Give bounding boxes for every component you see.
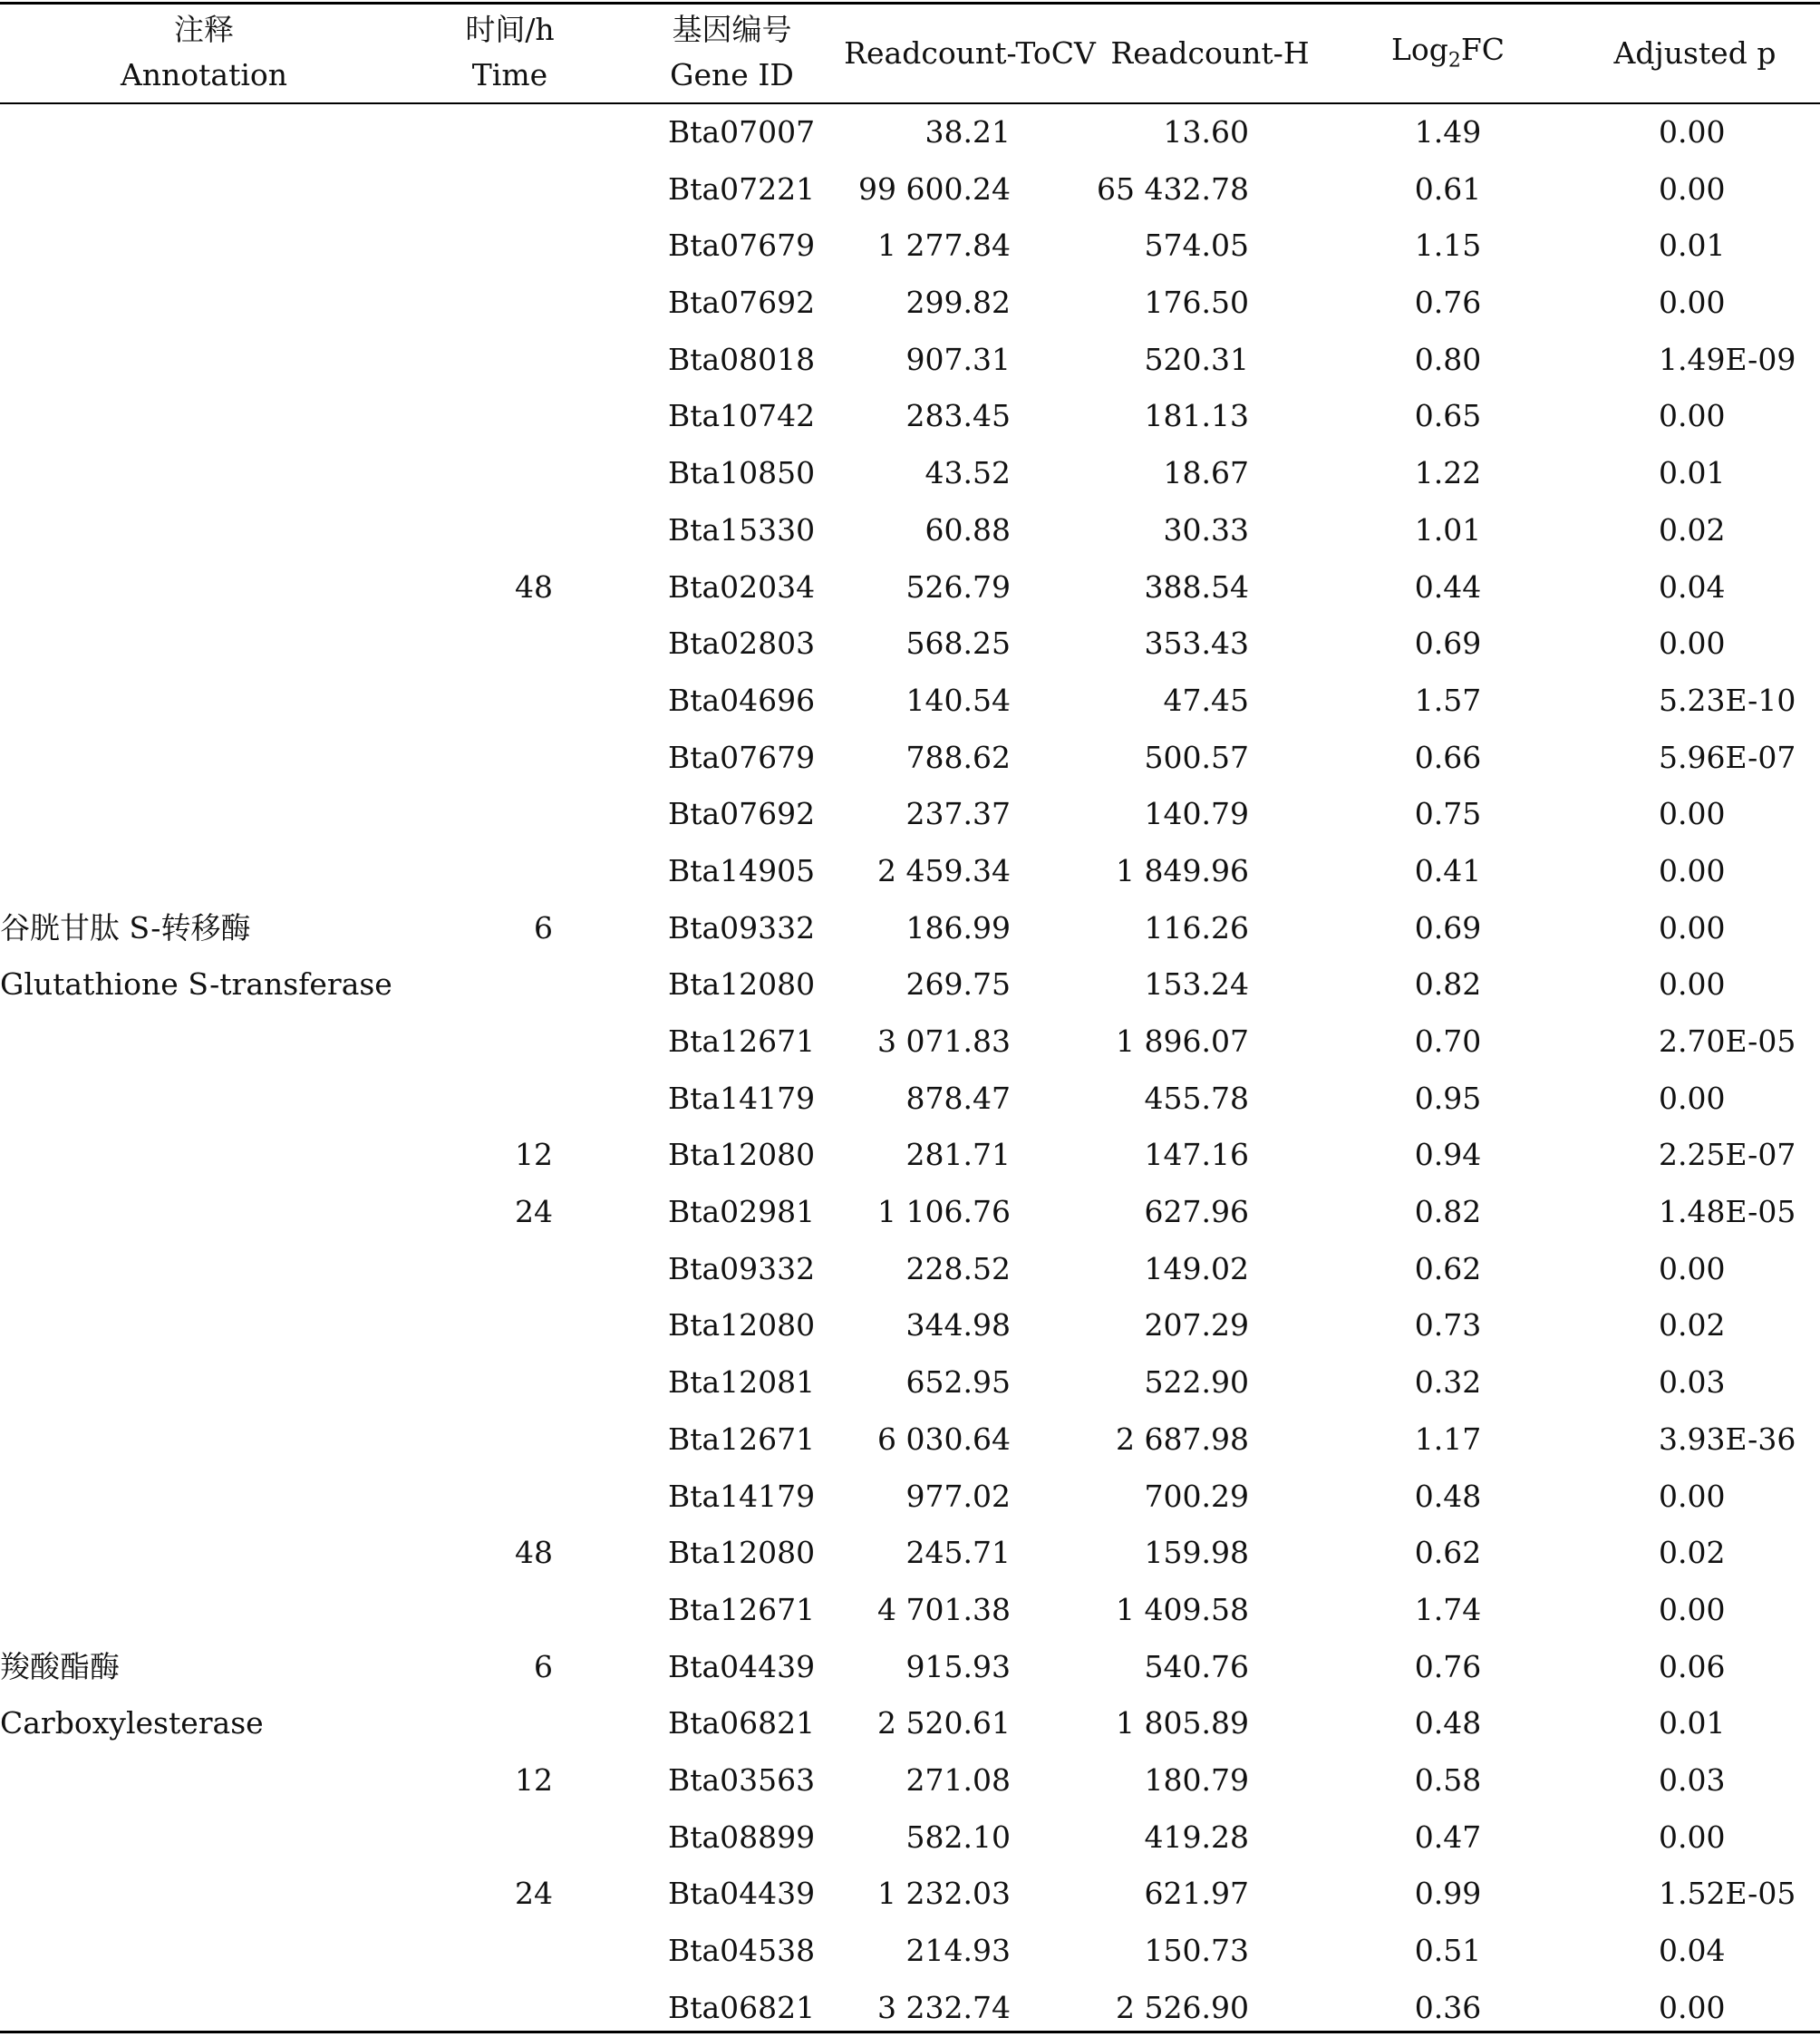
log2fc-cell: 0.51 [1414,1933,1482,1968]
table-row [0,900,1820,957]
gene-id-cell: Bta06821 [668,1989,816,2025]
table-row [0,956,1820,1014]
adjusted-p-cell: 1.48E-05 [1659,1194,1796,1230]
gene-id-cell: Bta12671 [668,1421,816,1457]
annotation-cell [0,161,435,218]
header-annotation-en: Annotation [120,57,288,92]
readcount-tocv-cell: 6 030.64 [877,1421,1011,1457]
readcount-h-cell: 147.16 [1144,1137,1249,1173]
readcount-h-cell: 419.28 [1144,1819,1249,1855]
readcount-h-cell: 153.24 [1144,966,1249,1003]
time-cell [426,1071,553,1128]
readcount-tocv-cell: 788.62 [905,739,1011,775]
log2fc-cell: 0.82 [1414,1194,1482,1230]
annotation-cell [0,1866,435,1923]
adjusted-p-cell: 1.52E-05 [1659,1876,1796,1912]
annotation-cell: Carboxylesterase [0,1705,264,1741]
readcount-h-cell: 47.45 [1163,682,1249,718]
readcount-h-cell: 2 687.98 [1116,1421,1249,1457]
time-cell [426,1469,553,1526]
annotation-cell [0,1525,435,1582]
readcount-tocv-cell: 2 459.34 [877,852,1011,888]
time-cell [426,161,553,218]
log2fc-cell: 0.73 [1414,1307,1482,1343]
log2fc-cell: 0.44 [1414,568,1482,605]
table-row [0,1354,1820,1411]
time-cell [426,786,553,843]
annotation-cell: 羧酸酯酶 [0,1648,120,1684]
readcount-tocv-cell: 344.98 [905,1307,1011,1343]
table-row [0,1241,1820,1298]
time-cell: 48 [515,1535,553,1571]
readcount-tocv-cell: 3 232.74 [877,1989,1011,2025]
readcount-tocv-cell: 60.88 [925,511,1011,548]
table-row [0,673,1820,730]
readcount-h-cell: 150.73 [1144,1933,1249,1968]
adjusted-p-cell: 0.00 [1659,796,1726,832]
adjusted-p-cell: 0.00 [1659,909,1726,946]
gene-id-cell: Bta08018 [668,341,816,377]
readcount-tocv-cell: 582.10 [905,1819,1011,1855]
adjusted-p-cell: 0.06 [1659,1648,1726,1684]
header-readcount-h: Readcount-H [1110,35,1310,71]
header-time [435,7,585,98]
annotation-cell [0,1071,435,1128]
adjusted-p-cell: 0.04 [1659,568,1726,605]
time-cell [426,104,553,161]
gene-id-cell: Bta12081 [668,1364,816,1401]
annotation-cell [0,218,435,275]
log2fc-cell: 0.69 [1414,626,1482,662]
annotation-cell [0,1354,435,1411]
adjusted-p-cell: 3.93E-36 [1659,1421,1796,1457]
table-row [0,1866,1820,1923]
gene-id-cell: Bta15330 [668,511,816,548]
readcount-h-cell: 207.29 [1144,1307,1249,1343]
gene-id-cell: Bta09332 [668,909,816,946]
annotation-cell [0,445,435,502]
time-cell [426,1695,553,1752]
readcount-h-cell: 30.33 [1163,511,1249,548]
readcount-tocv-cell: 652.95 [905,1364,1011,1401]
log2fc-cell: 0.48 [1414,1705,1482,1741]
readcount-h-cell: 149.02 [1144,1250,1249,1286]
adjusted-p-cell: 0.00 [1659,852,1726,888]
time-cell [426,616,553,673]
table-row [0,218,1820,275]
annotation-cell [0,1752,435,1809]
gene-id-cell: Bta02803 [668,626,816,662]
time-cell [426,445,553,502]
table-row [0,1411,1820,1469]
readcount-h-cell: 574.05 [1144,228,1249,264]
time-cell [426,1980,553,2037]
gene-id-cell: Bta14905 [668,852,816,888]
gene-id-cell: Bta04439 [668,1876,816,1912]
readcount-h-cell: 116.26 [1144,909,1249,946]
table-row [0,1752,1820,1809]
readcount-h-cell: 700.29 [1144,1478,1249,1514]
annotation-cell [0,616,435,673]
readcount-tocv-cell: 269.75 [905,966,1011,1003]
adjusted-p-cell: 0.00 [1659,1989,1726,2025]
readcount-h-cell: 1 805.89 [1116,1705,1249,1741]
log2fc-cell: 1.57 [1414,682,1482,718]
annotation-cell [0,1014,435,1071]
table-row [0,616,1820,673]
log2fc-cell: 1.22 [1414,455,1482,491]
header-readcount-tocv: Readcount-ToCV [844,35,1096,71]
log2fc-cell: 0.47 [1414,1819,1482,1855]
log2fc-cell: 1.15 [1414,228,1482,264]
adjusted-p-cell: 0.01 [1659,455,1726,491]
table-row [0,1809,1820,1867]
adjusted-p-cell: 0.01 [1659,1705,1726,1741]
log2fc-cell: 0.58 [1414,1761,1482,1798]
log2fc-cell: 0.80 [1414,341,1482,377]
readcount-h-cell: 180.79 [1144,1761,1249,1798]
annotation-cell [0,1582,435,1639]
annotation-cell [0,1127,435,1184]
adjusted-p-cell: 5.96E-07 [1659,739,1796,775]
annotation-cell [0,104,435,161]
readcount-h-cell: 65 432.78 [1097,170,1249,207]
readcount-h-cell: 388.54 [1144,568,1249,605]
readcount-tocv-cell: 43.52 [925,455,1011,491]
log2fc-cell: 0.95 [1414,1080,1482,1116]
table-row [0,786,1820,843]
adjusted-p-cell: 0.02 [1659,1307,1726,1343]
table-bottom-rule [0,2031,1820,2033]
readcount-h-cell: 621.97 [1144,1876,1249,1912]
gene-id-cell: Bta02981 [668,1194,816,1230]
table-body [0,104,1820,2036]
annotation-cell [0,786,435,843]
header-time-en: Time [471,57,548,92]
time-cell: 24 [515,1194,553,1230]
readcount-tocv-cell: 214.93 [905,1933,1011,1968]
table-row [0,275,1820,332]
table-row [0,1582,1820,1639]
adjusted-p-cell: 1.49E-09 [1659,341,1796,377]
gene-id-cell: Bta07221 [668,170,816,207]
annotation-cell [0,275,435,332]
annotation-cell [0,730,435,787]
log2fc-cell: 0.70 [1414,1023,1482,1059]
log2fc-cell: 0.62 [1414,1250,1482,1286]
readcount-tocv-cell: 99 600.24 [858,170,1011,207]
adjusted-p-cell: 0.00 [1659,285,1726,321]
table-row [0,559,1820,616]
readcount-h-cell: 1 409.58 [1116,1591,1249,1627]
header-adjusted-p: Adjusted p [1613,35,1776,71]
table-row [0,445,1820,502]
time-cell [426,1014,553,1071]
gene-id-cell: Bta03563 [668,1761,816,1798]
readcount-tocv-cell: 526.79 [905,568,1011,605]
gene-id-cell: Bta06821 [668,1705,816,1741]
header-log2fc-sub: 2 [1447,49,1461,73]
readcount-h-cell: 159.98 [1144,1535,1249,1571]
log2fc-cell: 0.41 [1414,852,1482,888]
log2fc-cell: 0.32 [1414,1364,1482,1401]
log2fc-cell: 0.69 [1414,909,1482,946]
readcount-tocv-cell: 977.02 [905,1478,1011,1514]
adjusted-p-cell: 0.00 [1659,398,1726,434]
table-row [0,1184,1820,1241]
gene-id-cell: Bta07679 [668,228,816,264]
time-cell [426,1411,553,1469]
readcount-tocv-cell: 915.93 [905,1648,1011,1684]
annotation-cell [0,502,435,559]
annotation-cell: 谷胱甘肽 S-转移酶 [0,909,251,946]
annotation-cell [0,1297,435,1354]
gene-id-cell: Bta12671 [668,1023,816,1059]
annotation-cell [0,1411,435,1469]
adjusted-p-cell: 2.70E-05 [1659,1023,1796,1059]
header-gene-en: Gene ID [670,57,794,92]
annotation-cell [0,332,435,389]
readcount-h-cell: 140.79 [1144,796,1249,832]
time-cell [426,502,553,559]
readcount-h-cell: 181.13 [1144,398,1249,434]
readcount-h-cell: 1 896.07 [1116,1023,1249,1059]
annotation-cell: Glutathione S-transferase [0,966,392,1003]
gene-id-cell: Bta12671 [668,1591,816,1627]
readcount-tocv-cell: 237.37 [905,796,1011,832]
gene-id-cell: Bta09332 [668,1250,816,1286]
readcount-h-cell: 522.90 [1144,1364,1249,1401]
readcount-h-cell: 627.96 [1144,1194,1249,1230]
readcount-tocv-cell: 140.54 [905,682,1011,718]
adjusted-p-cell: 0.00 [1659,966,1726,1003]
readcount-tocv-cell: 3 071.83 [877,1023,1011,1059]
readcount-tocv-cell: 1 277.84 [877,228,1011,264]
time-cell [426,218,553,275]
header-annotation [91,7,317,98]
readcount-h-cell: 353.43 [1144,626,1249,662]
readcount-h-cell: 455.78 [1144,1080,1249,1116]
table-row [0,1127,1820,1184]
table-row [0,332,1820,389]
gene-id-cell: Bta04439 [668,1648,816,1684]
time-cell: 48 [515,568,553,605]
annotation-cell [0,673,435,730]
table-row [0,730,1820,787]
readcount-h-cell: 1 849.96 [1116,852,1249,888]
adjusted-p-cell: 0.00 [1659,170,1726,207]
time-cell [426,332,553,389]
gene-id-cell: Bta07007 [668,114,816,150]
log2fc-cell: 0.48 [1414,1478,1482,1514]
adjusted-p-cell: 0.01 [1659,228,1726,264]
header-gene-id [634,7,829,98]
log2fc-cell: 1.17 [1414,1421,1482,1457]
time-cell [426,843,553,900]
log2fc-cell: 0.61 [1414,170,1482,207]
readcount-tocv-cell: 4 701.38 [877,1591,1011,1627]
table-row [0,1525,1820,1582]
annotation-cell [0,1809,435,1867]
readcount-tocv-cell: 38.21 [925,114,1011,150]
readcount-tocv-cell: 299.82 [905,285,1011,321]
annotation-cell [0,1469,435,1526]
adjusted-p-cell: 5.23E-10 [1659,682,1796,718]
time-cell [426,275,553,332]
gene-id-cell: Bta12080 [668,1137,816,1173]
adjusted-p-cell: 0.00 [1659,1591,1726,1627]
time-cell [426,956,553,1014]
time-cell [426,673,553,730]
readcount-h-cell: 2 526.90 [1116,1989,1249,2025]
readcount-tocv-cell: 228.52 [905,1250,1011,1286]
gene-id-cell: Bta02034 [668,568,816,605]
header-log2fc-main: Log [1390,32,1448,67]
adjusted-p-cell: 0.00 [1659,114,1726,150]
gene-id-cell: Bta14179 [668,1478,816,1514]
log2fc-cell: 0.75 [1414,796,1482,832]
readcount-tocv-cell: 283.45 [905,398,1011,434]
readcount-tocv-cell: 568.25 [905,626,1011,662]
log2fc-cell: 1.01 [1414,511,1482,548]
log2fc-cell: 0.76 [1414,285,1482,321]
readcount-h-cell: 176.50 [1144,285,1249,321]
time-cell [426,388,553,445]
gene-id-cell: Bta12080 [668,1307,816,1343]
annotation-cell [0,1241,435,1298]
readcount-tocv-cell: 878.47 [905,1080,1011,1116]
time-cell [426,1809,553,1867]
header-annotation-zh: 注释 [174,12,234,47]
annotation-cell [0,559,435,616]
gene-id-cell: Bta12080 [668,966,816,1003]
table-row [0,1923,1820,1980]
header-log2fc-tail: FC [1460,32,1505,67]
table-row [0,502,1820,559]
table-row [0,843,1820,900]
annotation-cell [0,1923,435,1980]
gene-id-cell: Bta04696 [668,682,816,718]
adjusted-p-cell: 0.03 [1659,1761,1726,1798]
readcount-tocv-cell: 271.08 [905,1761,1011,1798]
readcount-tocv-cell: 245.71 [905,1535,1011,1571]
adjusted-p-cell: 0.00 [1659,1478,1726,1514]
table-row [0,161,1820,218]
log2fc-cell: 0.66 [1414,739,1482,775]
readcount-h-cell: 13.60 [1163,114,1249,150]
gene-id-cell: Bta04538 [668,1933,816,1968]
adjusted-p-cell: 0.00 [1659,1080,1726,1116]
time-cell [426,1297,553,1354]
readcount-tocv-cell: 1 232.03 [877,1876,1011,1912]
readcount-tocv-cell: 1 106.76 [877,1194,1011,1230]
time-cell [426,730,553,787]
adjusted-p-cell: 0.00 [1659,626,1726,662]
gene-id-cell: Bta07679 [668,739,816,775]
adjusted-p-cell: 0.03 [1659,1364,1726,1401]
readcount-tocv-cell: 281.71 [905,1137,1011,1173]
readcount-h-cell: 540.76 [1144,1648,1249,1684]
header-time-zh: 时间/h [465,12,555,47]
log2fc-cell: 0.62 [1414,1535,1482,1571]
adjusted-p-cell: 0.00 [1659,1250,1726,1286]
readcount-tocv-cell: 2 520.61 [877,1705,1011,1741]
log2fc-cell: 0.76 [1414,1648,1482,1684]
log2fc-cell: 0.94 [1414,1137,1482,1173]
table-row [0,1639,1820,1696]
annotation-cell [0,1184,435,1241]
annotation-cell [0,388,435,445]
log2fc-cell: 1.74 [1414,1591,1482,1627]
readcount-tocv-cell: 186.99 [905,909,1011,946]
log2fc-cell: 0.36 [1414,1989,1482,2025]
log2fc-cell: 1.49 [1414,114,1482,150]
table-top-rule [0,2,1820,5]
log2fc-cell: 0.82 [1414,966,1482,1003]
header-log2fc [1360,27,1536,73]
gene-id-cell: Bta14179 [668,1080,816,1116]
table-row [0,388,1820,445]
adjusted-p-cell: 0.00 [1659,1819,1726,1855]
readcount-h-cell: 500.57 [1144,739,1249,775]
gene-id-cell: Bta10850 [668,455,816,491]
time-cell [426,1241,553,1298]
time-cell: 6 [534,1648,553,1684]
header-gene-zh: 基因编号 [672,12,792,47]
annotation-cell [0,1980,435,2037]
time-cell: 24 [515,1876,553,1912]
table-row [0,1071,1820,1128]
time-cell: 6 [534,909,553,946]
table-row [0,1980,1820,2037]
adjusted-p-cell: 0.04 [1659,1933,1726,1968]
readcount-h-cell: 18.67 [1163,455,1249,491]
gene-id-cell: Bta07692 [668,285,816,321]
gene-id-cell: Bta08899 [668,1819,816,1855]
table-row [0,104,1820,161]
time-cell [426,1582,553,1639]
table-row [0,1469,1820,1526]
adjusted-p-cell: 2.25E-07 [1659,1137,1796,1173]
log2fc-cell: 0.99 [1414,1876,1482,1912]
table-row [0,1014,1820,1071]
time-cell: 12 [515,1137,553,1173]
annotation-cell [0,843,435,900]
gene-id-cell: Bta07692 [668,796,816,832]
table-row [0,1695,1820,1752]
time-cell [426,1923,553,1980]
adjusted-p-cell: 0.02 [1659,511,1726,548]
time-cell [426,1354,553,1411]
adjusted-p-cell: 0.02 [1659,1535,1726,1571]
gene-id-cell: Bta12080 [668,1535,816,1571]
log2fc-cell: 0.65 [1414,398,1482,434]
readcount-h-cell: 520.31 [1144,341,1249,377]
readcount-tocv-cell: 907.31 [905,341,1011,377]
table-row [0,1297,1820,1354]
gene-id-cell: Bta10742 [668,398,816,434]
time-cell: 12 [515,1761,553,1798]
